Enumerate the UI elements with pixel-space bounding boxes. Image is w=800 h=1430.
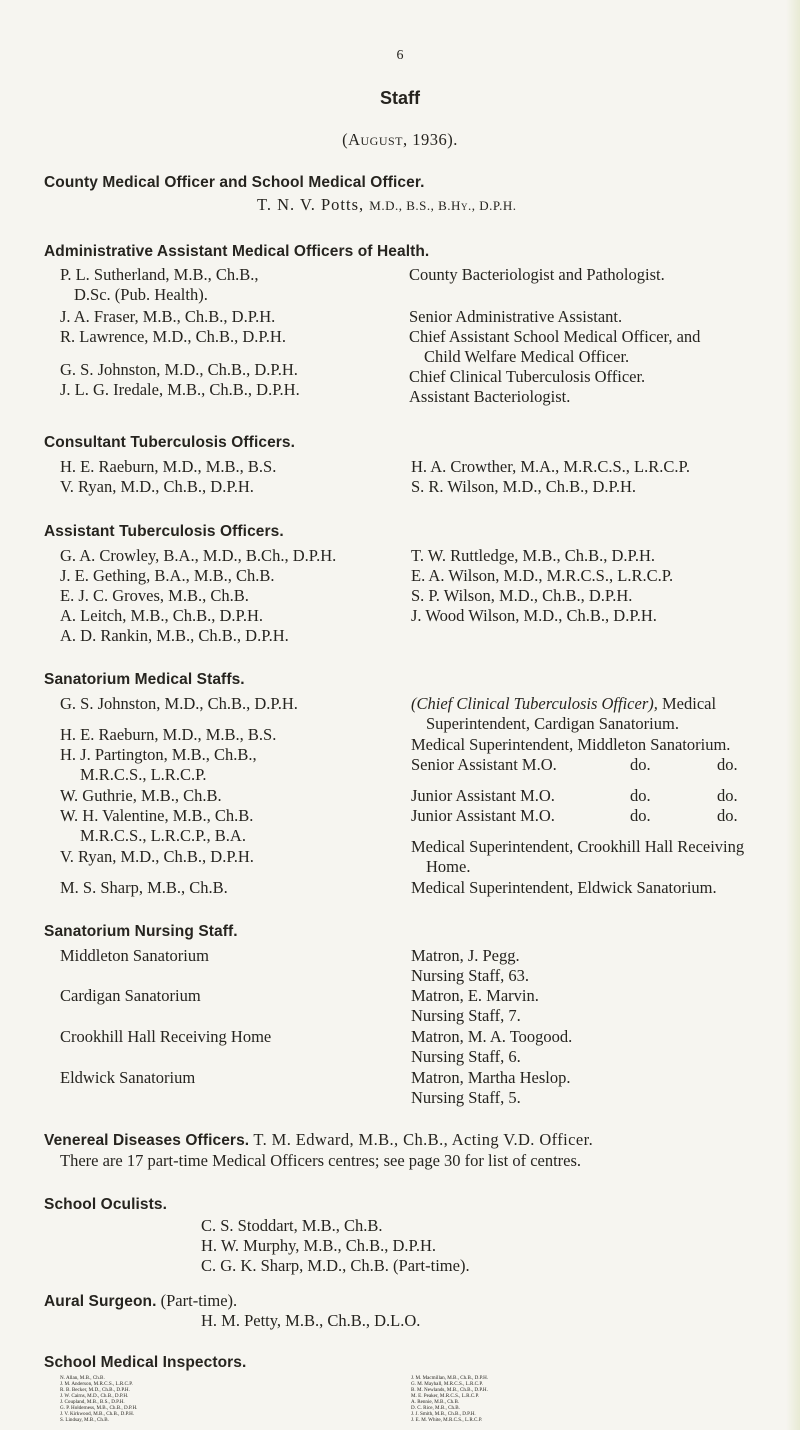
nursing-place-3: Crookhill Hall Receiving Home (60, 1027, 272, 1046)
page-title: Staff (380, 88, 420, 108)
san-do-2b: do. (717, 786, 738, 805)
county-mo-line (257, 195, 517, 215)
oculist-2: H. W. Murphy, M.B., Ch.B., D.P.H. (201, 1236, 437, 1255)
san-do-3b: do. (717, 806, 738, 825)
san-right-4: Junior Assistant M.O. (411, 786, 555, 805)
nursing-detail-5: Matron, M. A. Toogood. (411, 1027, 573, 1046)
admin-role-4: Chief Clinical Tuberculosis Officer. (409, 367, 646, 386)
admin-role-5: Assistant Bacteriologist. (409, 387, 571, 406)
admin-role-3-cont: Child Welfare Medical Officer. (424, 347, 630, 366)
inspector-left-3: R. B. Becker, M.D., Ch.B., D.P.H. (60, 1387, 130, 1393)
consultant-heading: Consultant Tuberculosis Officers. (44, 434, 296, 451)
assistant-tb-left-1: G. A. Crowley, B.A., M.D., B.Ch., D.P.H. (60, 546, 337, 565)
aural-sub: (Part-time). (160, 1291, 238, 1310)
consultant-left-2: V. Ryan, M.D., Ch.B., D.P.H. (60, 477, 254, 496)
san-left-5: W. H. Valentine, M.B., Ch.B. (60, 806, 254, 825)
san-left-7: M. S. Sharp, M.B., Ch.B. (60, 878, 228, 897)
inspector-left-1: N. Allan, M.B., Ch.B. (60, 1375, 105, 1381)
san-do-3a: do. (630, 806, 651, 825)
vd-note: There are 17 part-time Medical Officers centres; see page 30 for list of centres. (60, 1151, 582, 1170)
assistant-tb-right-3: S. P. Wilson, M.D., Ch.B., D.P.H. (411, 586, 633, 605)
oculist-3: C. G. K. Sharp, M.D., Ch.B. (Part-time). (201, 1256, 470, 1275)
san-do-2a: do. (630, 786, 651, 805)
date-line: (August, 1936). (342, 130, 458, 149)
san-right-1-cont: Superintendent, Cardigan Sanatorium. (426, 714, 679, 733)
assistant-tb-heading: Assistant Tuberculosis Officers. (44, 523, 284, 540)
aural-name: H. M. Petty, M.B., Ch.B., D.L.O. (201, 1311, 421, 1330)
sanatorium-medical-heading: Sanatorium Medical Staffs. (44, 671, 245, 688)
inspector-right-4: M. E. Peaker, M.R.C.S., L.R.C.P. (411, 1393, 480, 1399)
inspectors-right-column (411, 1375, 488, 1423)
san-right-6-cont: Home. (426, 857, 471, 876)
san-left-3: H. J. Partington, M.B., Ch.B., (60, 745, 257, 764)
nursing-place-4: Eldwick Sanatorium (60, 1068, 196, 1087)
vd-line (44, 1130, 593, 1150)
inspectors-left-column (60, 1375, 137, 1423)
nursing-detail-7: Matron, Martha Heslop. (411, 1068, 571, 1087)
assistant-tb-right-4: J. Wood Wilson, M.D., Ch.B., D.P.H. (411, 606, 657, 625)
admin-name-3: R. Lawrence, M.D., Ch.B., D.P.H. (60, 327, 286, 346)
inspector-left-5: J. Coupland, M.B., B.S., D.P.H. (60, 1399, 125, 1405)
nursing-place-1: Middleton Sanatorium (60, 946, 209, 965)
nursing-detail-6: Nursing Staff, 6. (411, 1047, 521, 1066)
san-do-1a: do. (630, 755, 651, 774)
assistant-tb-right-1: T. W. Ruttledge, M.B., Ch.B., D.P.H. (411, 546, 656, 565)
san-left-5-cont: M.R.C.S., L.R.C.P., B.A. (80, 826, 246, 845)
san-left-1: G. S. Johnston, M.D., Ch.B., D.P.H. (60, 694, 298, 713)
admin-heading: Administrative Assistant Medical Officers of Health. (44, 243, 430, 260)
inspector-right-8: J. E. M. White, M.R.C.S., L.R.C.P. (411, 1417, 483, 1423)
admin-name-4: G. S. Johnston, M.D., Ch.B., D.P.H. (60, 360, 298, 379)
san-right-5: Junior Assistant M.O. (411, 806, 555, 825)
san-left-3-cont: M.R.C.S., L.R.C.P. (80, 765, 207, 784)
inspectors-heading: School Medical Inspectors. (44, 1354, 247, 1371)
county-mo-heading: County Medical Officer and School Medical Officer. (44, 174, 425, 191)
consultant-right-1: H. A. Crowther, M.A., M.R.C.S., L.R.C.P. (411, 457, 690, 476)
nursing-detail-2: Nursing Staff, 63. (411, 966, 529, 985)
nursing-heading: Sanatorium Nursing Staff. (44, 923, 238, 940)
inspector-right-7: J. J. Smith, M.B., Ch.B., D.P.H. (411, 1411, 476, 1417)
admin-role-1: County Bacteriologist and Pathologist. (409, 265, 665, 284)
inspector-right-6: D. C. Rice, M.B., Ch.B. (411, 1405, 460, 1411)
admin-name-1: P. L. Sutherland, M.B., Ch.B., (60, 265, 259, 284)
san-right-3: Senior Assistant M.O. (411, 755, 557, 774)
inspector-left-2: J. M. Anderson, M.R.C.S., L.R.C.P. (60, 1381, 133, 1387)
san-right-1 (411, 694, 716, 713)
san-right-1-text: Medical (662, 694, 717, 713)
assistant-tb-left-5: A. D. Rankin, M.B., Ch.B., D.P.H. (60, 626, 289, 645)
san-right-2: Medical Superintendent, Middleton Sanatorium. (411, 735, 731, 754)
oculist-1: C. S. Stoddart, M.B., Ch.B. (201, 1216, 383, 1235)
admin-role-3: Chief Assistant School Medical Officer, and (409, 327, 701, 346)
san-left-4: W. Guthrie, M.B., Ch.B. (60, 786, 222, 805)
nursing-detail-4: Nursing Staff, 7. (411, 1006, 521, 1025)
nursing-detail-1: Matron, J. Pegg. (411, 946, 520, 965)
inspector-left-8: S. Lindsay, M.B., Ch.B. (60, 1417, 109, 1423)
san-do-1b: do. (717, 755, 738, 774)
assistant-tb-left-4: A. Leitch, M.B., Ch.B., D.P.H. (60, 606, 264, 625)
vd-text: T. M. Edward, M.B., Ch.B., Acting V.D. Officer. (253, 1130, 594, 1149)
san-left-2: H. E. Raeburn, M.D., M.B., B.S. (60, 725, 277, 744)
admin-name-5: J. L. G. Iredale, M.B., Ch.B., D.P.H. (60, 380, 300, 399)
san-right-6: Medical Superintendent, Crookhill Hall Receiving (411, 837, 745, 856)
vd-heading: Venereal Diseases Officers. (44, 1132, 250, 1149)
assistant-tb-left-2: J. E. Gething, B.A., M.B., Ch.B. (60, 566, 275, 585)
inspector-left-4: J. W. Cairns, M.D., Ch.B., D.P.H. (60, 1393, 129, 1399)
consultant-right-2: S. R. Wilson, M.D., Ch.B., D.P.H. (411, 477, 637, 496)
oculists-heading: School Oculists. (44, 1196, 168, 1213)
nursing-detail-8: Nursing Staff, 5. (411, 1088, 521, 1107)
page-edge-shading (786, 0, 800, 1430)
san-right-1-italic: (Chief Clinical Tuberculosis Officer), (411, 694, 658, 713)
admin-role-2: Senior Administrative Assistant. (409, 307, 623, 326)
page-number: 6 (396, 48, 404, 63)
inspector-right-2: G. M. Mayhall, M.R.C.S., L.R.C.P. (411, 1381, 483, 1387)
county-mo-name: T. N. V. Potts, (257, 195, 365, 214)
assistant-tb-right-2: E. A. Wilson, M.D., M.R.C.S., L.R.C.P. (411, 566, 674, 585)
inspector-right-5: A. Rennie, M.B., Ch.B. (411, 1399, 460, 1405)
nursing-place-2: Cardigan Sanatorium (60, 986, 201, 1005)
admin-name-1-cont: D.Sc. (Pub. Health). (74, 285, 208, 304)
county-mo-quals: M.D., B.S., B.Hy., D.P.H. (369, 198, 517, 213)
inspector-left-6: G. P. Holderness, M.B., Ch.B., D.P.H. (60, 1405, 138, 1411)
inspector-right-3: B. M. Newlands, M.B., Ch.B., D.P.H. (411, 1387, 488, 1393)
nursing-detail-3: Matron, E. Marvin. (411, 986, 539, 1005)
aural-heading: Aural Surgeon. (44, 1293, 157, 1310)
assistant-tb-left-3: E. J. C. Groves, M.B., Ch.B. (60, 586, 249, 605)
aural-line (44, 1291, 237, 1311)
inspector-left-7: J. V. Kirkwood, M.B., Ch.B., D.P.H. (60, 1411, 135, 1417)
inspector-right-1: J. M. Macmillan, M.B., Ch.B., D.P.H. (411, 1375, 489, 1381)
consultant-left-1: H. E. Raeburn, M.D., M.B., B.S. (60, 457, 277, 476)
san-left-6: V. Ryan, M.D., Ch.B., D.P.H. (60, 847, 254, 866)
admin-name-2: J. A. Fraser, M.B., Ch.B., D.P.H. (60, 307, 276, 326)
san-right-7: Medical Superintendent, Eldwick Sanatorium. (411, 878, 717, 897)
